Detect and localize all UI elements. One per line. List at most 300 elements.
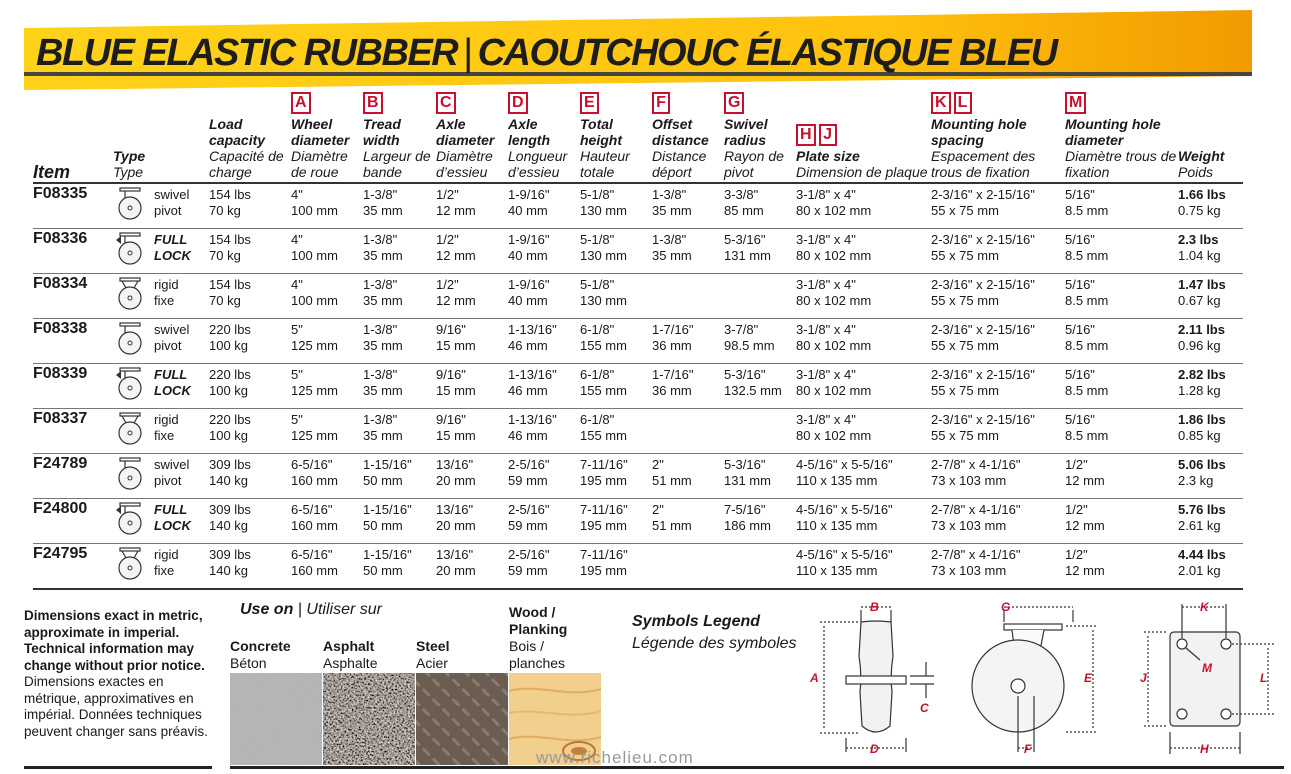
full-lock-caster-icon [113, 367, 147, 401]
cell-axle-l [508, 229, 580, 274]
label-j: J [1140, 671, 1147, 685]
use-on-french: Utiliser sur [306, 601, 382, 618]
item-number: F08336 [33, 229, 113, 274]
value-imperial: 5/16" [1065, 187, 1095, 202]
value-metric: 98.5 mm [724, 338, 775, 353]
value-imperial: 1-9/16" [508, 277, 550, 292]
value-metric: 20 mm [436, 563, 476, 578]
cell-spacing [931, 544, 1065, 590]
label-b: B [870, 600, 879, 614]
column-header-label: Mounting hole spacing [931, 116, 1027, 148]
cell-wheel [291, 364, 363, 409]
value-metric: 80 x 102 mm [796, 338, 872, 353]
column-header-label: Axle length [508, 116, 550, 148]
value-imperial: 2" [652, 502, 664, 517]
label-g: G [1001, 600, 1011, 614]
column-header-label: Wheel diameter [291, 116, 350, 148]
column-header-label-fr: Poids [1178, 164, 1214, 180]
value-metric: 36 mm [652, 338, 692, 353]
value-metric: 12 mm [436, 248, 476, 263]
value-imperial: 7-5/16" [724, 502, 766, 517]
value-imperial: 1/2" [436, 187, 459, 202]
value-imperial: 5" [291, 367, 303, 382]
type-label: FULL [154, 367, 188, 382]
disclaimer-notes [24, 608, 214, 740]
cell-swivel [724, 319, 796, 364]
title-separator: | [463, 32, 472, 74]
value-metric: 8.5 mm [1065, 203, 1109, 218]
value-metric: 35 mm [363, 293, 403, 308]
swivel-caster-icon [113, 187, 147, 221]
cell-wheel [291, 544, 363, 590]
cell-plate [796, 319, 931, 364]
value-metric: 160 mm [291, 563, 338, 578]
value-metric: 59 mm [508, 518, 548, 533]
cell-load [209, 364, 291, 409]
table-body [33, 183, 1243, 589]
value-metric: 125 mm [291, 383, 338, 398]
cell-load [209, 409, 291, 454]
caster-type-icon-cell [113, 409, 154, 454]
cell-plate [796, 364, 931, 409]
table-row [33, 183, 1243, 229]
value-imperial: 309 lbs [209, 547, 251, 562]
value-imperial: 1.86 lbs [1178, 412, 1226, 427]
column-header-spacing [931, 92, 1065, 183]
value-metric: 131 mm [724, 248, 771, 263]
type-label-fr: fixe [154, 563, 175, 578]
value-imperial: 3-1/8" x 4" [796, 277, 856, 292]
value-imperial: 5-1/8" [580, 187, 615, 202]
cell-wheel [291, 454, 363, 499]
swivel-caster-icon [113, 322, 147, 356]
cell-plate [796, 499, 931, 544]
value-metric: 160 mm [291, 473, 338, 488]
table-header-row [33, 92, 1243, 183]
label-f: F [1024, 742, 1032, 756]
caster-front-view [972, 607, 1098, 752]
cell-spacing [931, 274, 1065, 319]
value-metric: 12 mm [1065, 563, 1105, 578]
type-label-fr: LOCK [154, 248, 191, 263]
value-imperial: 1-15/16" [363, 457, 412, 472]
column-header-label-fr: Hauteur totale [580, 148, 630, 180]
surface-steel [416, 638, 508, 672]
value-imperial: 2-3/16" x 2-15/16" [931, 232, 1035, 247]
value-metric [652, 428, 724, 444]
value-metric: 35 mm [363, 428, 403, 443]
value-imperial: 3-7/8" [724, 322, 759, 337]
asphalt-swatch [323, 673, 415, 765]
cell-hole [1065, 499, 1178, 544]
value-metric: 140 kg [209, 518, 249, 533]
value-imperial: 1/2" [1065, 502, 1088, 517]
cell-axle-l [508, 319, 580, 364]
type-label-fr: pivot [154, 203, 182, 218]
label-c: C [920, 701, 929, 715]
caster-type-icon-cell [113, 319, 154, 364]
value-metric: 35 mm [363, 383, 403, 398]
value-imperial: 2-5/16" [508, 502, 550, 517]
cell-weight [1178, 364, 1243, 409]
steel-swatch [416, 673, 508, 765]
table-row [33, 274, 1243, 319]
caster-type [154, 544, 209, 590]
cell-tread [363, 544, 436, 590]
table-row [33, 409, 1243, 454]
value-imperial: 1-15/16" [363, 502, 412, 517]
symbols-legend [632, 611, 797, 655]
type-label-fr: pivot [154, 338, 182, 353]
value-metric: 8.5 mm [1065, 428, 1109, 443]
value-imperial: 1-9/16" [508, 232, 550, 247]
value-imperial: 3-1/8" x 4" [796, 232, 856, 247]
cell-swivel [724, 229, 796, 274]
cell-axle-d [436, 183, 508, 229]
value-metric: 2.01 kg [1178, 563, 1221, 578]
cell-height [580, 454, 652, 499]
value-metric: 130 mm [580, 248, 627, 263]
type-label: rigid [154, 547, 179, 562]
rigid-caster-icon [113, 547, 147, 581]
legend-english: Symbols Legend [632, 613, 761, 630]
value-imperial: 5-3/16" [724, 457, 766, 472]
label-e: E [1084, 671, 1093, 685]
cell-load [209, 544, 291, 590]
type-label-fr: fixe [154, 293, 175, 308]
cell-axle-d [436, 274, 508, 319]
value-metric: 0.67 kg [1178, 293, 1221, 308]
use-on-separator: | [297, 601, 302, 618]
value-imperial: 7-11/16" [580, 547, 628, 562]
column-header-label: Tread width [363, 116, 401, 148]
value-metric: 12 mm [436, 203, 476, 218]
value-imperial: 1-3/8" [363, 412, 398, 427]
cell-tread [363, 454, 436, 499]
cell-weight [1178, 229, 1243, 274]
surface-label-fr: Asphalte [323, 655, 378, 671]
caster-type [154, 274, 209, 319]
value-imperial: 220 lbs [209, 367, 251, 382]
cell-axle-d [436, 499, 508, 544]
caster-type [154, 319, 209, 364]
column-header-label: Item [33, 162, 71, 182]
dimension-code-badge: E [580, 92, 599, 114]
title-banner [24, 10, 1252, 90]
label-h: H [1200, 742, 1209, 756]
spec-table [33, 92, 1243, 590]
table-row [33, 319, 1243, 364]
column-header-weight [1178, 92, 1243, 183]
cell-swivel [724, 454, 796, 499]
column-header-height [580, 92, 652, 183]
cell-hole [1065, 183, 1178, 229]
cell-plate [796, 274, 931, 319]
dimension-code-badge: M [1065, 92, 1086, 114]
cell-swivel [724, 274, 796, 319]
value-metric: 50 mm [363, 563, 403, 578]
cell-axle-d [436, 454, 508, 499]
value-imperial: 3-1/8" x 4" [796, 367, 856, 382]
column-header-label-fr: Diamètre d’essieu [436, 148, 493, 180]
notes-english: Dimensions exact in metric, approximate in imperial. Technical information may change without prior notice. [24, 608, 205, 673]
value-metric: 59 mm [508, 563, 548, 578]
value-imperial: 1/2" [1065, 457, 1088, 472]
value-metric: 40 mm [508, 203, 548, 218]
column-header-tread [363, 92, 436, 183]
value-metric: 55 x 75 mm [931, 428, 999, 443]
value-imperial: 4" [291, 187, 303, 202]
column-header-item [33, 92, 113, 183]
value-metric: 155 mm [580, 383, 627, 398]
table-row [33, 364, 1243, 409]
cell-height [580, 183, 652, 229]
value-imperial: 220 lbs [209, 322, 251, 337]
value-metric: 195 mm [580, 473, 627, 488]
cell-load [209, 229, 291, 274]
value-metric: 12 mm [1065, 518, 1105, 533]
value-metric: 73 x 103 mm [931, 563, 1007, 578]
website-url[interactable]: www.richelieu.com [536, 748, 694, 767]
value-imperial [724, 547, 796, 563]
type-label: FULL [154, 502, 188, 517]
cell-hole [1065, 274, 1178, 319]
value-metric [724, 293, 796, 309]
cell-tread [363, 274, 436, 319]
dimension-code-badge: D [508, 92, 528, 114]
value-imperial: 1-7/16" [652, 322, 694, 337]
value-metric: 36 mm [652, 383, 692, 398]
cell-weight [1178, 183, 1243, 229]
cell-spacing [931, 364, 1065, 409]
value-metric: 130 mm [580, 293, 627, 308]
cell-tread [363, 319, 436, 364]
label-a: A [810, 671, 819, 685]
cell-offset [652, 319, 724, 364]
dimension-code-badge: G [724, 92, 744, 114]
item-number: F24800 [33, 499, 113, 544]
swivel-caster-icon [113, 457, 147, 491]
caster-type [154, 183, 209, 229]
value-imperial: 2-3/16" x 2-15/16" [931, 412, 1035, 427]
value-metric: 2.61 kg [1178, 518, 1221, 533]
value-imperial: 1.47 lbs [1178, 277, 1226, 292]
value-metric: 40 mm [508, 248, 548, 263]
label-l: L [1260, 671, 1268, 685]
dimension-diagram [798, 596, 1278, 761]
type-label-fr: fixe [154, 428, 175, 443]
value-imperial: 5.06 lbs [1178, 457, 1226, 472]
value-imperial [652, 547, 724, 563]
value-metric: 8.5 mm [1065, 293, 1109, 308]
value-metric: 131 mm [724, 473, 771, 488]
cell-spacing [931, 319, 1065, 364]
legend-french: Légende des symboles [632, 635, 797, 652]
cell-offset [652, 274, 724, 319]
value-metric: 80 x 102 mm [796, 293, 872, 308]
value-imperial: 1-3/8" [363, 277, 398, 292]
column-header-label: Swivel radius [724, 116, 768, 148]
column-header-label-fr: Dimension de plaque [796, 164, 928, 180]
surface-label: Concrete [230, 638, 291, 654]
column-header-wheel [291, 92, 363, 183]
value-imperial: 1/2" [436, 277, 459, 292]
value-imperial: 1-3/8" [652, 187, 687, 202]
cell-plate [796, 409, 931, 454]
value-imperial: 1.66 lbs [1178, 187, 1226, 202]
value-imperial: 2-7/8" x 4-1/16" [931, 547, 1021, 562]
value-imperial: 7-11/16" [580, 457, 628, 472]
value-imperial: 1-3/8" [363, 367, 398, 382]
value-imperial: 5-3/16" [724, 367, 766, 382]
type-label-fr: LOCK [154, 383, 191, 398]
caster-type-icon-cell [113, 183, 154, 229]
value-imperial: 2-7/8" x 4-1/16" [931, 502, 1021, 517]
value-metric: 100 mm [291, 203, 338, 218]
cell-plate [796, 183, 931, 229]
use-on-heading [240, 601, 382, 619]
value-imperial [652, 277, 724, 293]
value-imperial: 6-1/8" [580, 412, 615, 427]
value-metric: 55 x 75 mm [931, 203, 999, 218]
value-imperial: 2" [652, 457, 664, 472]
table-row [33, 229, 1243, 274]
column-header-hole [1065, 92, 1178, 183]
value-metric: 110 x 135 mm [796, 473, 878, 488]
surface-label: Steel [416, 638, 450, 654]
cell-height [580, 544, 652, 590]
cell-axle-d [436, 364, 508, 409]
value-metric: 0.96 kg [1178, 338, 1221, 353]
surface-label: Asphalt [323, 638, 375, 654]
cell-plate [796, 229, 931, 274]
caster-type [154, 364, 209, 409]
value-metric: 160 mm [291, 518, 338, 533]
caster-type-icon-cell [113, 544, 154, 590]
column-header-label: Load capacity [209, 116, 266, 148]
cell-tread [363, 183, 436, 229]
cell-hole [1065, 364, 1178, 409]
type-label: FULL [154, 232, 188, 247]
cell-axle-d [436, 544, 508, 590]
value-metric: 130 mm [580, 203, 627, 218]
value-metric: 20 mm [436, 518, 476, 533]
page-title [36, 34, 1057, 72]
column-header-load [209, 92, 291, 183]
dimension-code-badge: J [819, 124, 837, 146]
full-lock-caster-icon [113, 232, 147, 266]
value-imperial [652, 412, 724, 428]
type-label: rigid [154, 277, 179, 292]
value-imperial [724, 277, 796, 293]
value-imperial: 2-5/16" [508, 547, 550, 562]
cell-hole [1065, 409, 1178, 454]
cell-spacing [931, 499, 1065, 544]
value-imperial: 2-3/16" x 2-15/16" [931, 277, 1035, 292]
cell-wheel [291, 409, 363, 454]
value-metric: 12 mm [1065, 473, 1105, 488]
column-header-label: Total height [580, 116, 622, 148]
cell-weight [1178, 274, 1243, 319]
cell-weight [1178, 454, 1243, 499]
value-imperial: 5.76 lbs [1178, 502, 1226, 517]
value-metric [652, 293, 724, 309]
column-header-label-fr: Espacement des trous de fixation [931, 148, 1036, 180]
value-metric: 110 x 135 mm [796, 563, 878, 578]
cell-offset [652, 364, 724, 409]
value-imperial: 1-7/16" [652, 367, 694, 382]
column-header-label: Mounting hole diameter [1065, 116, 1161, 148]
value-imperial: 1-13/16" [508, 412, 557, 427]
dimension-code-badge: C [436, 92, 456, 114]
column-header-label-fr: Distance déport [652, 148, 707, 180]
value-metric: 140 kg [209, 473, 249, 488]
value-metric: 70 kg [209, 203, 241, 218]
value-metric [724, 428, 796, 444]
cell-swivel [724, 409, 796, 454]
value-imperial: 2.82 lbs [1178, 367, 1226, 382]
item-number: F24795 [33, 544, 113, 590]
value-metric: 80 x 102 mm [796, 248, 872, 263]
table-row [33, 499, 1243, 544]
value-imperial: 5/16" [1065, 277, 1095, 292]
value-metric: 0.75 kg [1178, 203, 1221, 218]
label-d: D [870, 742, 879, 756]
column-header-label-fr: Diamètre de roue [291, 148, 348, 180]
column-header-swivel [724, 92, 796, 183]
value-metric: 195 mm [580, 563, 627, 578]
value-imperial: 1/2" [1065, 547, 1088, 562]
column-header-label-fr: Type [113, 164, 144, 180]
surface-asphalt [323, 638, 415, 672]
caster-type-icon-cell [113, 229, 154, 274]
value-metric: 50 mm [363, 473, 403, 488]
value-imperial: 13/16" [436, 457, 474, 472]
type-label: swivel [154, 322, 190, 337]
value-metric: 59 mm [508, 473, 548, 488]
cell-spacing [931, 229, 1065, 274]
value-imperial: 2-3/16" x 2-15/16" [931, 322, 1035, 337]
value-imperial: 4" [291, 232, 303, 247]
value-imperial: 1-3/8" [363, 232, 398, 247]
value-imperial: 220 lbs [209, 412, 251, 427]
cell-swivel [724, 499, 796, 544]
table-row [33, 544, 1243, 590]
value-imperial: 2-3/16" x 2-15/16" [931, 187, 1035, 202]
value-imperial: 2.3 lbs [1178, 232, 1219, 247]
cell-weight [1178, 499, 1243, 544]
cell-spacing [931, 183, 1065, 229]
cell-offset [652, 454, 724, 499]
surface-label: Wood / Planking [509, 604, 568, 637]
value-metric: 8.5 mm [1065, 383, 1109, 398]
caster-type-icon-cell [113, 454, 154, 499]
wheel-side-view [820, 607, 934, 752]
cell-load [209, 183, 291, 229]
value-imperial: 9/16" [436, 412, 466, 427]
column-header-label-fr: Diamètre trous de fixation [1065, 148, 1177, 180]
value-imperial: 6-1/8" [580, 367, 615, 382]
value-imperial: 4.44 lbs [1178, 547, 1226, 562]
cell-axle-l [508, 544, 580, 590]
value-metric: 100 mm [291, 248, 338, 263]
surface-label-fr: Acier [416, 655, 448, 671]
caster-type [154, 499, 209, 544]
value-imperial: 2.11 lbs [1178, 322, 1225, 337]
value-metric [724, 563, 796, 579]
value-metric: 35 mm [652, 203, 692, 218]
column-header-type [113, 92, 209, 183]
